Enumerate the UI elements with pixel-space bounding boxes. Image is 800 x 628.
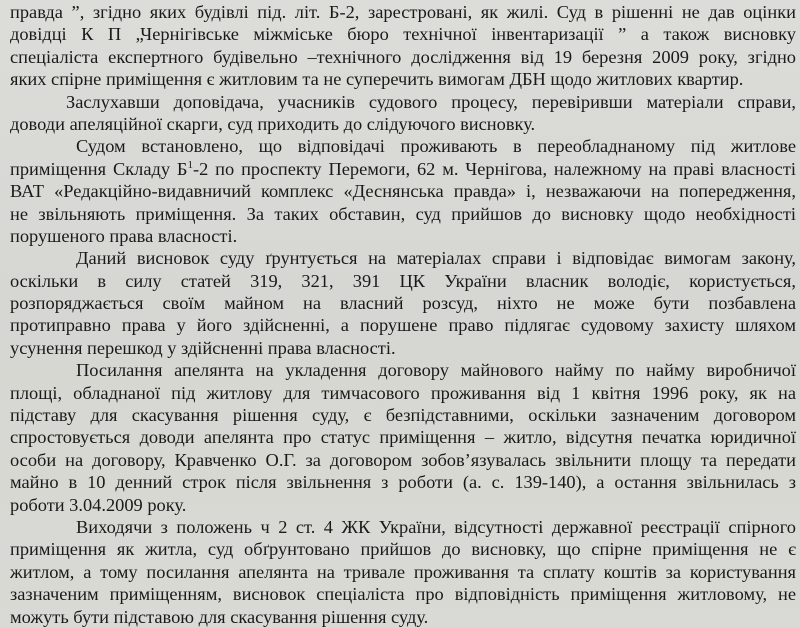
paragraph-bti-conclusion bbox=[10, 1, 796, 91]
text-line: спростовується доводи апелянта про статус приміщення – житло, відсутня печатка юридичної bbox=[10, 427, 796, 448]
text-segment: приміщення Складу Б bbox=[10, 158, 188, 179]
paragraph-lease-argument bbox=[10, 359, 796, 516]
text-line: Виходячи з положень ч 2 ст. 4 ЖК України, відсутності державної реєстрації спірного bbox=[76, 516, 796, 537]
text-line: яких спірне приміщення є житловим та не суперечить вимогам ДБН щодо житлових квартир. bbox=[10, 69, 744, 90]
text-line: приміщення як житла, суд обґрунтовано прийшов до висновку, що спірне приміщення не є bbox=[10, 539, 796, 560]
text-line: розпоряджається своїм майном на власний розсуд, ніхто не може бути позбавлена bbox=[10, 293, 796, 314]
text-line: площі, обладнаної під житлову для тимчасового проживання від 1 квітня 1996 року, як на bbox=[10, 382, 796, 403]
text-line: правда ”, згідно яких будівлі під. літ. Б-2, зарестровані, як жилі. Суд в рішенні не дав оцінки bbox=[10, 2, 796, 22]
text-line: зазначеним приміщенням, висновок спеціаліста про відповідність приміщення житловому, не bbox=[10, 584, 796, 605]
text-line: Судом встановлено, що відповідачі проживають в переобладнаному під житлове bbox=[76, 136, 796, 157]
paragraph-court-established bbox=[10, 135, 796, 247]
text-line: особи на договору, Кравченко О.Г. за договором зобов’язувалась звільнити площу та передати bbox=[10, 449, 796, 470]
text-line: довідці К П „Чернігівське міжміське бюро технічної інвентаризації ” а також висновку bbox=[10, 24, 796, 45]
text-line: підставу для скасування рішення суду, є безпідставними, оскільки зазначеним договором bbox=[10, 405, 796, 426]
paragraph-housing-code bbox=[10, 516, 796, 628]
text-line: не звільняють приміщення. За таких обставин, суд прийшов до висновку щодо необхідності bbox=[10, 203, 796, 224]
text-line: усунення перешкод у здійсненні права власності. bbox=[10, 337, 396, 358]
text-line: майно в 10 денний строк після звільнення з роботи (а. с. 139-140), а остання звільнилась з bbox=[10, 472, 796, 493]
text-line: спеціаліста експертного будівельно –технічного дослідження від 19 березня 2009 року, згідно bbox=[10, 46, 796, 67]
text-line: роботи 3.04.2009 року. bbox=[10, 494, 187, 515]
text-segment: -2 по проспекту Перемоги, 62 м. Чернігова, належному на праві власності bbox=[192, 158, 796, 179]
text-line: доводи апеляційної скарги, суд приходить до слідуючого висновку. bbox=[10, 113, 536, 134]
paragraph-legal-basis bbox=[10, 247, 796, 359]
paragraph-hearing bbox=[10, 91, 796, 136]
text-line: можуть бути підставою для скасування рішення суду. bbox=[10, 606, 429, 627]
text-line: Даний висновок суду ґрунтується на матеріалах справи і відповідає вимогам закону, bbox=[76, 248, 796, 269]
text-line: Посилання апелянта на укладення договору майнового найму по найму виробничої bbox=[76, 360, 796, 381]
text-line: протиправно права у його здійсненні, а порушене право підлягає судовому захисту шляхом bbox=[10, 315, 796, 336]
text-line: порушеного права власності. bbox=[10, 225, 238, 246]
text-line: ВАТ «Редакційно-видавничий комплекс «Деснянська правда» і, незважаючи на попередження, bbox=[10, 181, 796, 202]
text-line: житлом, а тому посилання апелянта на тривале проживання та сплату коштів за користування bbox=[10, 561, 796, 582]
text-line: Заслухавши доповідача, учасників судового процесу, перевіривши матеріали справи, bbox=[66, 91, 796, 112]
superscript: 1 bbox=[187, 158, 193, 171]
text-line-with-superscript bbox=[10, 158, 796, 180]
text-line: оскільки в силу статей 319, 321, 391 ЦК України власник володіє, користується, bbox=[10, 270, 796, 291]
